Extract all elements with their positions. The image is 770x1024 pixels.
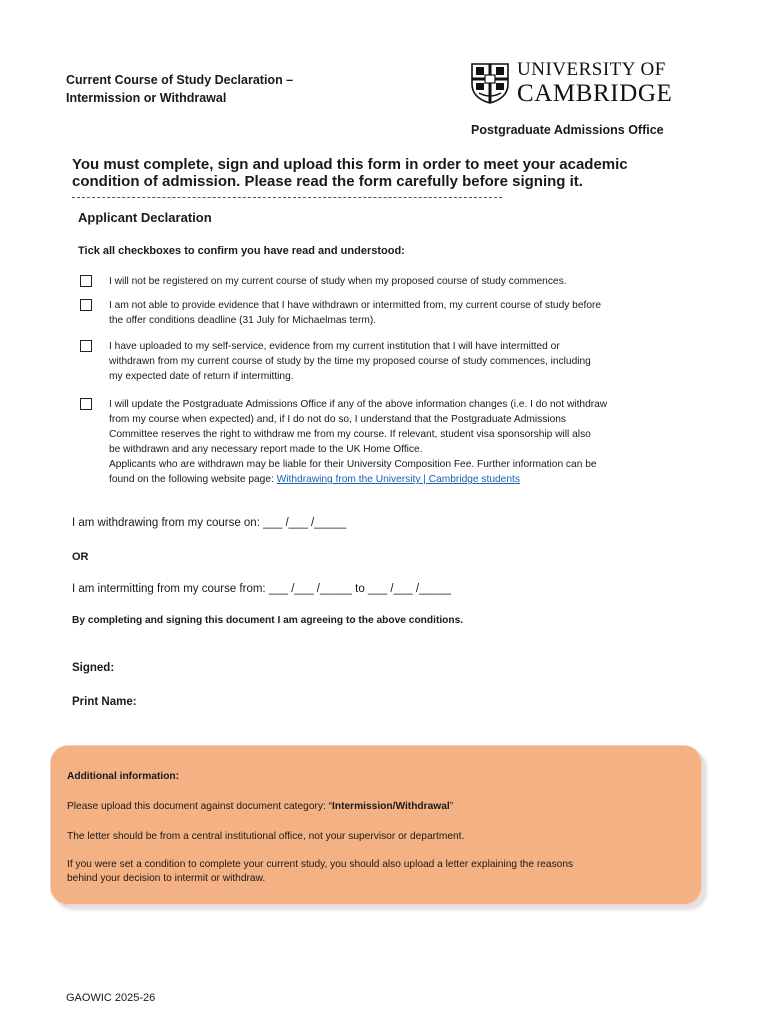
- checkbox-4[interactable]: [80, 398, 92, 410]
- intermit-date-field[interactable]: I am intermitting from my course from: ___ /___ /_____ to ___ /___ /_____: [72, 583, 452, 595]
- divider: [72, 197, 502, 198]
- declaration-text-4: I will update the Postgraduate Admissions Office if any of the above information changes (i.e. I do not withdraw from my course when expected) and, if I do not do so, I understand that the Postgraduate Admissions Committee reserves the right to withdraw me from my course. If relevant, student visa sponsorship will also be withdrawn and any necessary report made to the UK Home Office. Applicants who are withdrawn may be liable for their University Composition Fee. Further information can be found on the following website page: Withdrawing from the University | Cambridge students: [109, 399, 608, 485]
- info-upload-text: Please upload this document against document category: “Intermission/Withdrawal”: [67, 801, 454, 812]
- office-name: Postgraduate Admissions Office: [471, 123, 664, 137]
- withdrawing-link[interactable]: Withdrawing from the University | Cambridge students: [276, 474, 520, 485]
- document-title-line1: Current Course of Study Declaration –: [66, 73, 294, 87]
- logo-line1: UNIVERSITY OF: [517, 59, 666, 80]
- upload-category: Intermission/Withdrawal: [332, 801, 450, 812]
- headline-line2: condition of admission. Please read the form carefully before signing it.: [72, 173, 583, 190]
- additional-info-box: [50, 745, 702, 905]
- checkbox-2[interactable]: [80, 299, 92, 311]
- info-title: Additional information:: [67, 771, 180, 782]
- document-title: [66, 71, 293, 107]
- info-letter-text: The letter should be from a central institutional office, not your supervisor or department.: [67, 831, 465, 842]
- document-title-line2: Intermission or Withdrawal: [66, 91, 227, 105]
- declaration-text-2: I am not able to provide evidence that I have withdrawn or intermitted from, my current course of study before the offer conditions deadline (31 July for Michaelmas term).: [109, 300, 602, 326]
- or-separator: OR: [72, 551, 89, 563]
- crest-icon: [470, 62, 510, 104]
- university-logo: [470, 60, 690, 106]
- print-name-label: Print Name:: [72, 696, 137, 708]
- declaration-text-3: I have uploaded to my self-service, evidence from my current institution that I will have intermitted or withdrawn from my current course of study by the time my proposed course of study commences, including my expected date of return if intermitting.: [109, 341, 591, 382]
- checkbox-3[interactable]: [80, 340, 92, 352]
- instruction-text: Tick all checkboxes to confirm you have read and understood:: [78, 245, 405, 257]
- signed-label: Signed:: [72, 662, 115, 674]
- section-title: Applicant Declaration: [78, 210, 212, 225]
- logo-line2: CAMBRIDGE: [517, 80, 673, 107]
- agreement-text: By completing and signing this document I am agreeing to the above conditions.: [72, 615, 464, 626]
- form-code: GAOWIC 2025-26: [66, 992, 156, 1004]
- headline-line1: You must complete, sign and upload this form in order to meet your academic: [72, 156, 628, 173]
- university-wordmark: [517, 60, 672, 106]
- headline: [72, 156, 692, 190]
- checkbox-1[interactable]: [80, 275, 92, 287]
- info-condition-text: If you were set a condition to complete your current study, you should also upload a letter explaining the reasons behind your decision to intermit or withdraw.: [67, 859, 574, 884]
- declaration-text-1: I will not be registered on my current course of study when my proposed course of study commences.: [109, 276, 567, 287]
- withdraw-date-field[interactable]: I am withdrawing from my course on: ___ /___ /_____: [72, 517, 347, 529]
